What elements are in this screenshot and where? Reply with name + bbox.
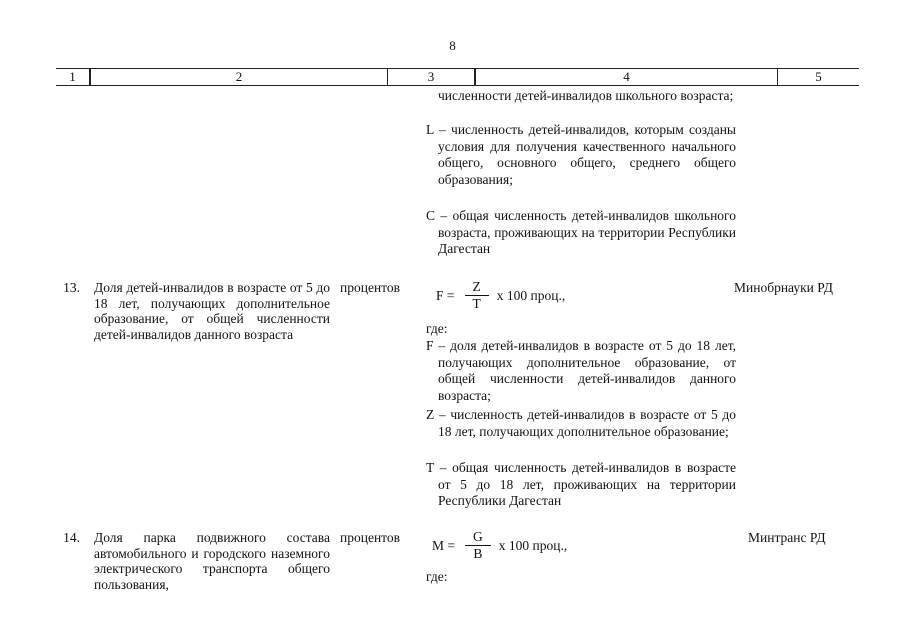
formula-rhs: x 100 проц., [496,287,566,303]
formula-denominator: T [472,296,481,311]
definition-Z: Z – численность детей-инвалидов в возрасте от 5 до 18 лет, получающих дополнительное образование; [426,407,736,439]
row-13-number: 13. [63,280,80,295]
definition-F: F – доля детей-инвалидов в возрасте от 5 до 18 лет, получающих дополнительное образование, от общей численности детей-инвалидов данного возраста; [426,338,736,403]
row-13-formula [436,280,565,311]
header-col-5: 5 [815,69,822,84]
definition-L: L – численность детей-инвалидов, которым созданы условия для получения качественного начального общего, основного общего, среднего общего образования; [426,122,736,187]
header-col-1: 1 [69,69,76,84]
formula-numerator: G [465,530,491,546]
formula-lhs: F = [436,287,455,303]
row-13-responsible: Минобрнауки РД [734,280,833,295]
page-number: 8 [449,38,456,53]
continuation-line: численности детей-инвалидов школьного возраста; [438,88,734,103]
formula-rhs: x 100 проц., [498,537,568,553]
row-14-responsible: Минтранс РД [748,530,826,545]
definition-T: T – общая численность детей-инвалидов в возрасте от 5 до 18 лет, проживающих на территории Республики Дагестан [426,460,736,508]
formula-numerator: Z [465,280,489,296]
table-header-row [56,68,859,86]
row-14-number: 14. [63,530,80,545]
row-14-indicator-name: Доля парка подвижного состава автомобильного и городского наземного электрического транспорта общего пользования, [94,530,330,592]
header-col-4: 4 [623,69,630,84]
formula-denominator: B [473,546,483,561]
header-col-2: 2 [235,69,243,84]
row-13-where: где: [426,321,448,336]
row-14-where: где: [426,569,448,584]
row-14-unit: процентов [340,530,401,545]
definition-C: C – общая численность детей-инвалидов школьного возраста, проживающих на территории Республики Дагестан [426,208,736,256]
row-14-formula [432,530,567,561]
formula-lhs: M = [432,537,455,553]
header-col-3: 3 [427,69,435,84]
row-13-indicator-name: Доля детей-инвалидов в возрасте от 5 до 18 лет, получающих дополнительное образование, от общей численности детей-инвалидов данного возраста [94,280,330,342]
row-13-unit: процентов [340,280,401,295]
